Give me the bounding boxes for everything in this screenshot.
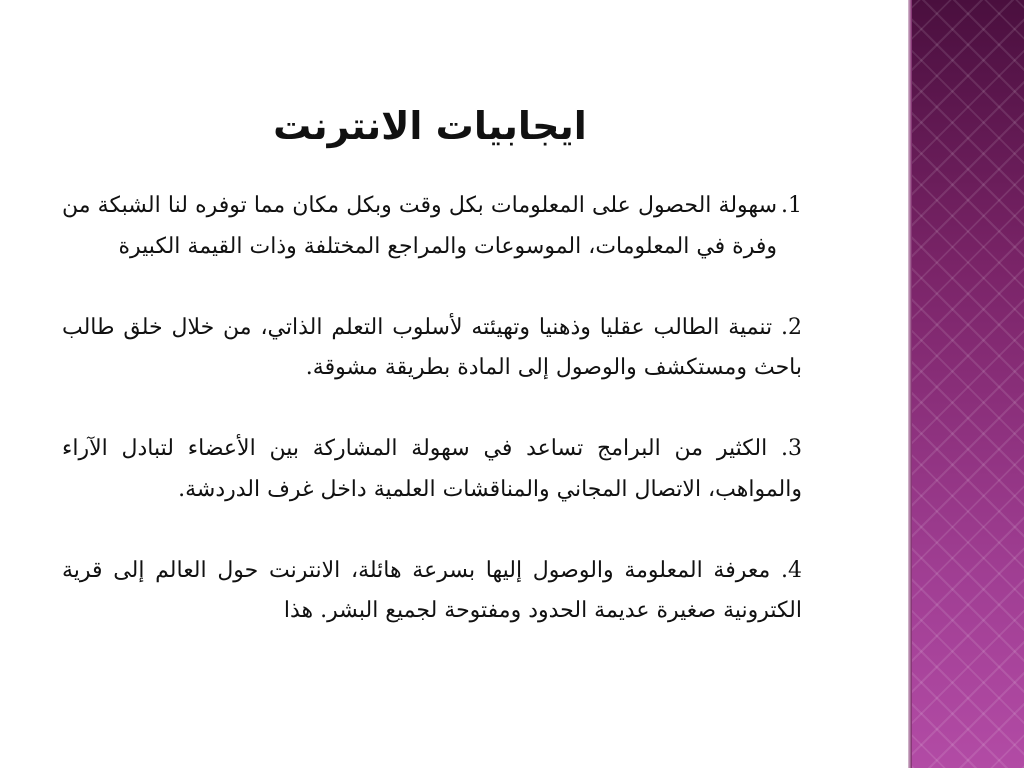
list-item-text: معرفة المعلومة والوصول إليها بسرعة هائلة، الانترنت حول العالم إلى قرية الكترونية صغيرة عديمة الحدود ومفتوحة لجميع البشر. هذا xyxy=(62,557,802,623)
list-item-number: 4. xyxy=(781,557,803,583)
list-item-number: 3. xyxy=(781,436,802,461)
list-item xyxy=(62,551,802,632)
slide-body xyxy=(62,186,802,672)
slide-title: ايجابيات الانترنت xyxy=(273,104,587,148)
list-item xyxy=(62,308,802,389)
list-item-text: سهولة الحصول على المعلومات بكل وقت وبكل مكان مما توفره لنا الشبكة من وفرة في المعلومات، الموسوعات والمراجع المختلفة وذات القيمة الكبيرة xyxy=(62,193,777,259)
list-item-text: الكثير من البرامج تساعد في سهولة المشاركة بين الأعضاء لتبادل الآراء والمواهب، الاتصال المجاني والمناقشات العلمية داخل غرف الدردشة. xyxy=(62,436,802,502)
list-item-text: تنمية الطالب عقليا وذهنيا وتهيئته لأسلوب التعلم الذاتي، من خلال خلق طالب باحث ومستكشف والوصول إلى المادة بطريقة مشوقة. xyxy=(62,314,802,380)
list-item xyxy=(62,186,802,267)
decorative-side-panel xyxy=(912,0,1024,768)
list-item-number: 2. xyxy=(781,314,802,340)
list-item xyxy=(62,429,802,510)
list-item-number: 1. xyxy=(781,193,802,218)
